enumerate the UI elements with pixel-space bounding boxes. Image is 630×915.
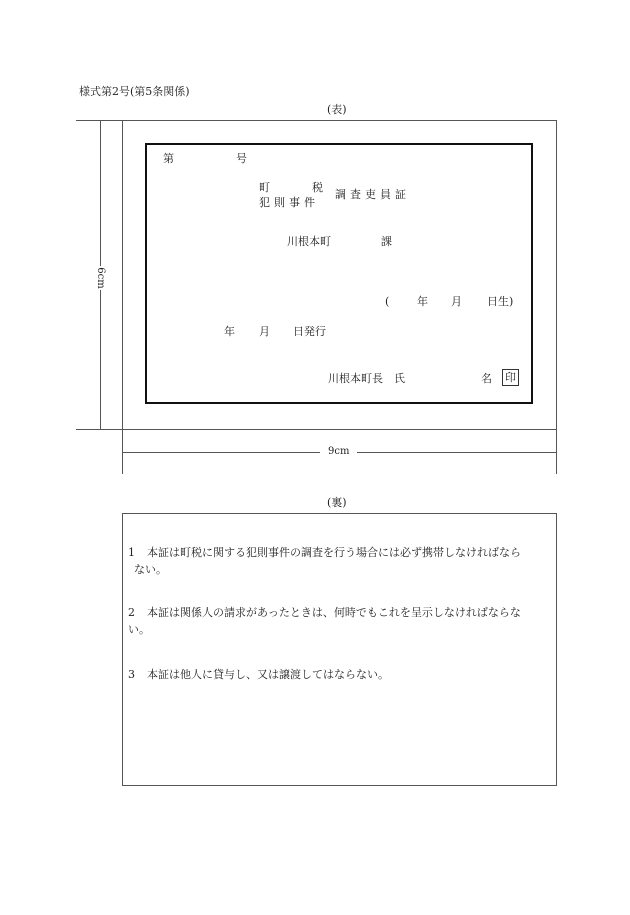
back-item-1-text-line1: 本証は町税に関する犯則事件の調査を行う場合には必ず携帯しなければなら <box>147 546 521 559</box>
back-item-2-text-line2: い。 <box>128 623 150 636</box>
front-side-label: (表) <box>327 103 347 116</box>
id-card-front <box>145 143 533 404</box>
card-title-line2: 犯則事件 <box>259 196 319 209</box>
card-birth-day: 日生) <box>487 295 514 308</box>
card-title-line1-b: 税 <box>312 181 323 194</box>
back-item-3-number: 3 <box>128 668 135 681</box>
back-item-3 <box>128 666 389 683</box>
back-item-3-text-line1: 本証は他人に貸与し、又は譲渡してはならない。 <box>147 668 389 681</box>
frame-top-line <box>76 120 557 121</box>
card-birth-open: ( <box>385 295 390 308</box>
form-title: 様式第2号(第5条関係) <box>79 85 190 98</box>
width-dimension-label: 9cm <box>320 447 357 457</box>
card-dept-section: 課 <box>381 235 392 248</box>
card-issued-day: 日発行 <box>293 325 326 338</box>
card-issuer: 川根本町長 氏 <box>328 372 405 385</box>
back-item-2-number: 2 <box>128 606 135 619</box>
back-item-2-text-line1: 本証は関係人の請求があったときは、何時でもこれを呈示しなければならな <box>147 606 521 619</box>
card-dept-town: 川根本町 <box>287 235 331 248</box>
back-item-1-number: 1 <box>128 546 135 559</box>
card-issued-year: 年 <box>224 325 235 338</box>
card-birth-month: 月 <box>451 295 462 308</box>
card-number-label-first: 第 <box>163 152 174 165</box>
back-item-2 <box>128 604 521 638</box>
seal-mark: 印 <box>502 369 519 386</box>
card-number-label-suffix: 号 <box>236 152 247 165</box>
card-title-main: 調査吏員証 <box>335 188 410 201</box>
card-issuer-name-suffix: 名 <box>481 372 492 385</box>
back-item-1-text-line2: ない。 <box>134 563 167 576</box>
back-side-label: (裏) <box>327 496 347 509</box>
frame-right-line <box>556 120 557 474</box>
card-title-line1-a: 町 <box>259 181 270 194</box>
frame-left-line <box>122 120 123 474</box>
card-birth-year: 年 <box>417 295 428 308</box>
card-issued-month: 月 <box>259 325 270 338</box>
frame-bottom-line <box>76 429 557 430</box>
back-item-1 <box>128 544 521 578</box>
height-dimension-label: 6cm <box>95 267 106 289</box>
